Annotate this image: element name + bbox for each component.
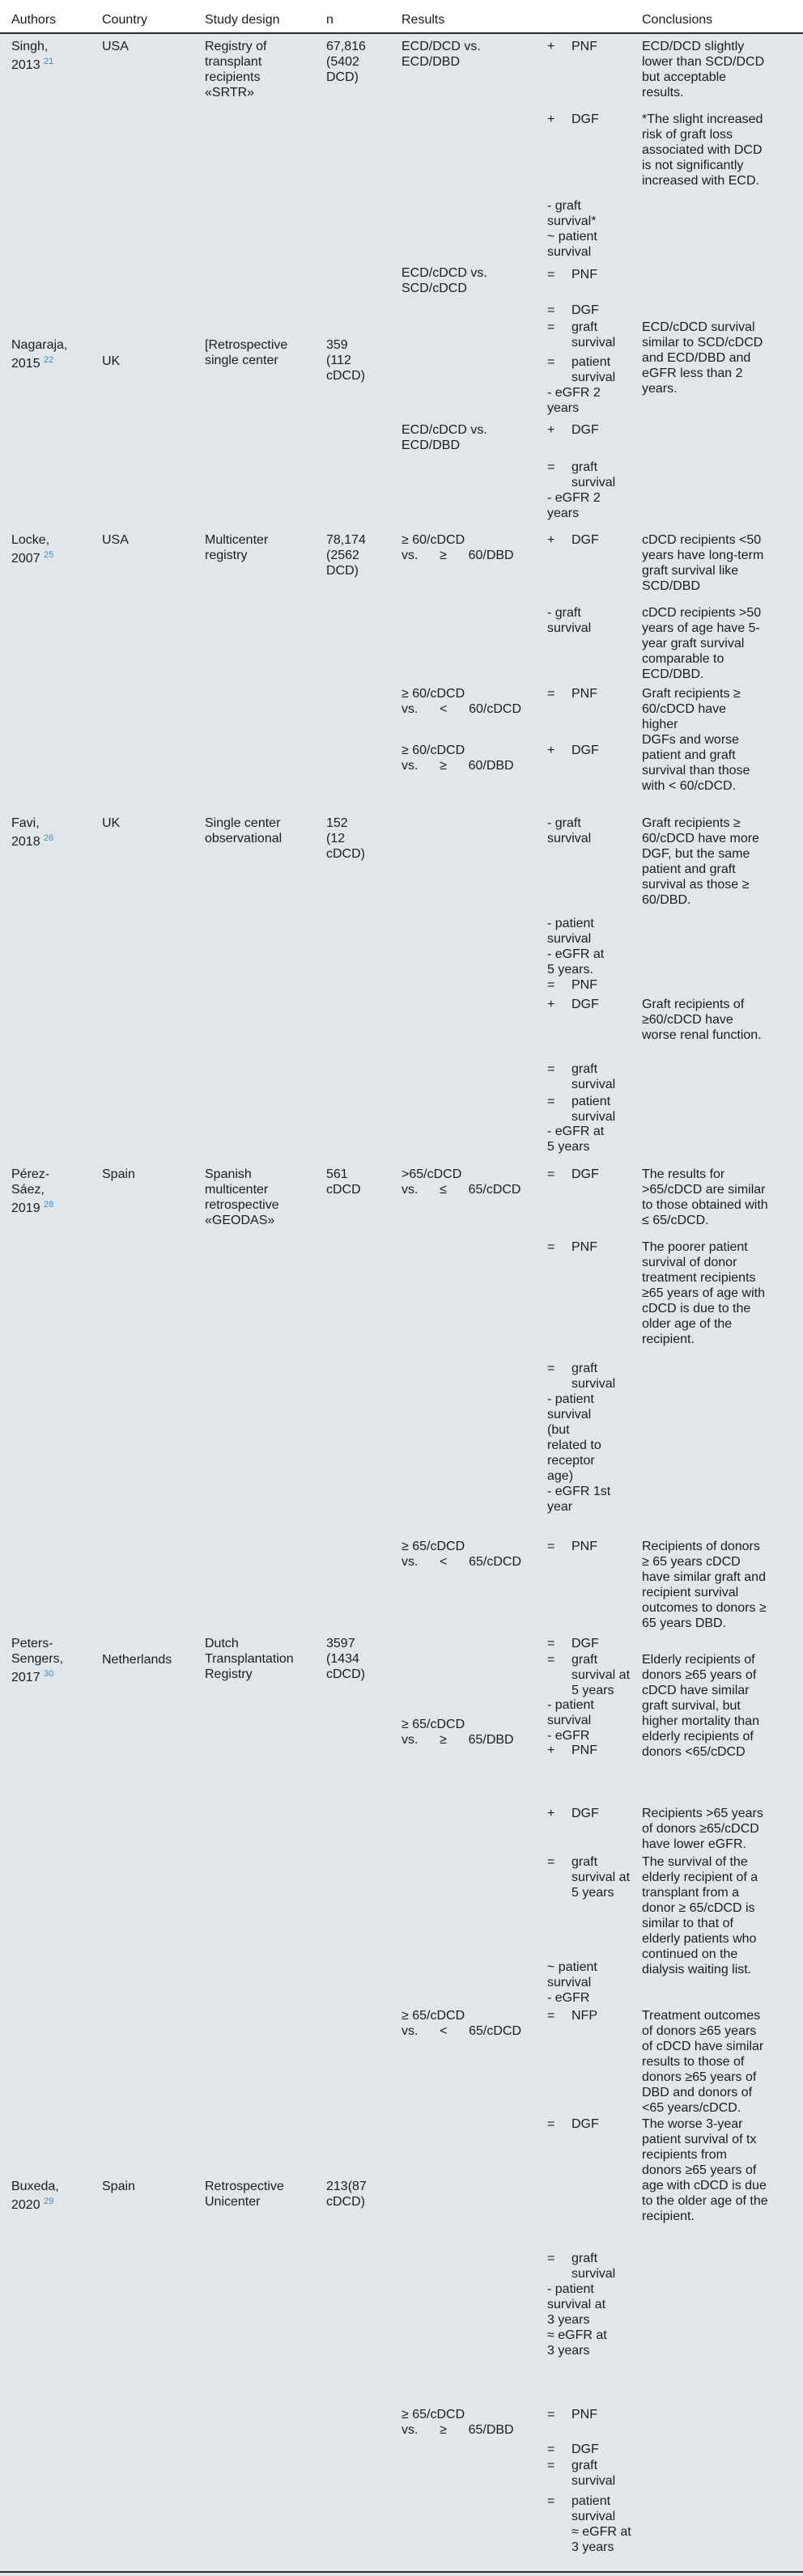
- result-text: DGF: [571, 112, 599, 126]
- result-text: DGF: [571, 1637, 599, 1650]
- sample-size: 213(87 cDCD): [326, 2180, 367, 2209]
- result-mark: =: [547, 2459, 555, 2472]
- author-name: Locke, 2007 $^{25}$: [11, 533, 54, 566]
- result-text: patient survival: [571, 355, 616, 384]
- header-authors: Authors: [11, 13, 57, 27]
- result-text: - patient survival at 3 years ≈ eGFR at 3 years: [547, 2282, 607, 2358]
- sample-size: 3597 (1434 cDCD): [326, 1637, 365, 1681]
- table-header: [0, 0, 803, 34]
- comparison: ≥ 65/cDCD vs. < 65/cDCD: [402, 2009, 522, 2038]
- comparison: ECD/cDCD vs. SCD/cDCD: [402, 266, 487, 295]
- study-design: Single center observational: [205, 816, 283, 845]
- result-text: graft survival: [571, 2459, 616, 2488]
- result-mark: =: [547, 460, 555, 474]
- result-mark: +: [547, 423, 555, 437]
- header-results: Results: [402, 13, 445, 27]
- result-mark: +: [547, 533, 555, 547]
- conclusion-text: ECD/DCD slightly lower than SCD/DCD but acceptable results.: [642, 40, 765, 100]
- study-design: Multicenter registry: [205, 533, 269, 562]
- conclusion-text: Graft recipients of ≥60/cDCD have worse renal function.: [642, 998, 762, 1042]
- country: UK: [102, 816, 121, 830]
- result-mark: =: [547, 1062, 555, 1076]
- comparison: ECD/DCD vs. ECD/DBD: [402, 40, 481, 69]
- result-mark: +: [547, 744, 555, 757]
- author-name: Favi, 2018 $^{26}$: [11, 816, 54, 849]
- result-mark: =: [547, 2252, 555, 2265]
- header-n: n: [326, 13, 334, 27]
- conclusion-text: cDCD recipients <50 years have long-term graft survival like SCD/DBD: [642, 533, 764, 593]
- conclusion-text: *The slight increased risk of graft loss associated with DCD is not significantly increased with ECD.: [642, 112, 763, 188]
- comparison: ≥ 60/cDCD vs. ≥ 60/DBD: [402, 744, 514, 773]
- comparison: ≥ 60/cDCD vs. ≥ 60/DBD: [402, 533, 514, 562]
- result-text: - eGFR 2 years: [547, 386, 601, 415]
- comparison: ≥ 65/cDCD vs. < 65/cDCD: [402, 1540, 522, 1569]
- result-text: - eGFR at 5 years: [547, 1125, 605, 1154]
- result-text: - graft survival: [547, 816, 592, 845]
- result-text: PNF: [571, 40, 597, 53]
- result-mark: =: [547, 303, 555, 317]
- result-mark: =: [547, 355, 555, 369]
- result-text: PNF: [571, 978, 597, 992]
- author-name: Peters- Sengers, 2017 $^{30}$: [11, 1637, 64, 1684]
- header-conclusions: Conclusions: [642, 13, 713, 27]
- result-mark: +: [547, 40, 555, 53]
- result-text: DGF: [571, 303, 599, 317]
- result-text: DGF: [571, 744, 599, 757]
- study-design: Spanish multicenter retrospective «GEODAS»: [205, 1167, 279, 1227]
- result-mark: =: [547, 2443, 555, 2456]
- comparison: ≥ 60/cDCD vs. < 60/cDCD: [402, 687, 522, 716]
- result-text: PNF: [571, 2408, 597, 2421]
- conclusion-text: Treatment outcomes of donors ≥65 years of cDCD have similar results to those of donors ≥65 years of DBD and donors of <65 years/cDCD.: [642, 2009, 764, 2115]
- result-mark: =: [547, 1362, 555, 1375]
- conclusion-text: The results for >65/cDCD are similar to those obtained with ≤ 65/cDCD.: [642, 1167, 768, 1227]
- country: Spain: [102, 1167, 135, 1181]
- result-text: - patient survival (but related to receptor age) - eGFR 1st year: [547, 1392, 611, 1514]
- conclusion-text: Elderly recipients of donors ≥65 years of cDCD have similar graft survival, but higher mortality than elderly recipients of donors <65/cDCD: [642, 1653, 759, 1759]
- result-text: graft survival: [571, 320, 616, 350]
- result-mark: =: [547, 1637, 555, 1650]
- conclusion-text: The poorer patient survival of donor treatment recipients ≥65 years of age with cDCD is due to the older age of the recipient.: [642, 1240, 765, 1346]
- result-text: - eGFR 2 years: [547, 491, 601, 520]
- result-text: DGF: [571, 423, 599, 437]
- result-text: graft survival at 5 years: [571, 1855, 631, 1900]
- country: UK: [102, 354, 121, 368]
- comparison: >65/cDCD vs. ≤ 65/cDCD: [402, 1167, 521, 1197]
- result-mark: +: [547, 998, 555, 1011]
- result-mark: =: [547, 2494, 555, 2508]
- result-text: PNF: [571, 1540, 597, 1553]
- result-text: PNF: [571, 687, 597, 701]
- result-mark: =: [547, 2408, 555, 2421]
- country: Netherlands: [102, 1653, 172, 1667]
- conclusion-text: The survival of the elderly recipient of a transplant from a donor ≥ 65/cDCD is similar to that of elderly patients who continued on the dialysis waiting list.: [642, 1855, 758, 1976]
- result-text: PNF: [571, 1240, 597, 1254]
- result-mark: =: [547, 1855, 555, 1869]
- result-text: graft survival: [571, 460, 616, 489]
- result-text: patient survival: [571, 1095, 616, 1124]
- country: USA: [102, 533, 129, 547]
- sample-size: 67,816 (5402 DCD): [326, 40, 366, 84]
- result-mark: =: [547, 2009, 555, 2023]
- result-text: - patient survival - eGFR at 5 years.: [547, 917, 605, 977]
- header-country: Country: [102, 13, 148, 27]
- author-name: Pérez- Sáez, 2019 $^{28}$: [11, 1167, 54, 1215]
- result-text: PNF: [571, 1743, 597, 1757]
- result-text: - patient survival - eGFR: [547, 1698, 594, 1743]
- result-text: DGF: [571, 1807, 599, 1820]
- sample-size: 152 (12 cDCD): [326, 816, 365, 861]
- sample-size: 561 cDCD: [326, 1167, 361, 1197]
- result-text: NFP: [571, 2009, 597, 2023]
- comparison: ≥ 65/cDCD vs. ≥ 65/DBD: [402, 2408, 514, 2437]
- result-text: DGF: [571, 998, 599, 1011]
- result-text: DGF: [571, 2117, 599, 2131]
- result-mark: =: [547, 2117, 555, 2131]
- conclusion-text: Recipients of donors ≥ 65 years cDCD have similar graft and recipient survival outcomes to donors ≥ 65 years DBD.: [642, 1540, 767, 1630]
- result-mark: +: [547, 112, 555, 126]
- conclusion-text: ECD/cDCD survival similar to SCD/cDCD and ECD/DBD and eGFR less than 2 years.: [642, 320, 763, 396]
- author-name: Buxeda, 2020 $^{29}$: [11, 2180, 59, 2212]
- result-mark: =: [547, 1240, 555, 1254]
- author-name: Nagaraja, 2015 $^{22}$: [11, 338, 68, 371]
- study-design: [Retrospective single center: [205, 338, 288, 367]
- result-mark: =: [547, 687, 555, 701]
- result-text: ~ patient survival - eGFR: [547, 1960, 597, 2005]
- result-text: - graft survival: [547, 606, 592, 635]
- author-name: Singh, 2013 $^{21}$: [11, 40, 54, 72]
- result-text: graft survival: [571, 1062, 616, 1091]
- sample-size: 359 (112 cDCD): [326, 338, 365, 383]
- result-text: graft survival: [571, 2252, 616, 2281]
- result-mark: =: [547, 1653, 555, 1667]
- result-mark: =: [547, 320, 555, 334]
- result-text: DGF: [571, 533, 599, 547]
- result-text: DGF: [571, 2443, 599, 2456]
- conclusion-text: Recipients >65 years of donors ≥65/cDCD have lower eGFR.: [642, 1807, 763, 1851]
- country: Spain: [102, 2180, 135, 2193]
- result-text: PNF: [571, 268, 597, 282]
- header-study-design: Study design: [205, 13, 280, 27]
- result-mark: =: [547, 1095, 555, 1108]
- result-mark: =: [547, 268, 555, 282]
- conclusion-text: cDCD recipients >50 years of age have 5- year graft survival comparable to ECD/DBD.: [642, 606, 762, 681]
- table-bottom-rule: [0, 2571, 803, 2573]
- result-text: graft survival: [571, 1362, 616, 1391]
- result-mark: =: [547, 1167, 555, 1181]
- result-text: DGF: [571, 1167, 599, 1181]
- conclusion-text: Graft recipients ≥ 60/cDCD have higher DGFs and worse patient and graft survival than those with < 60/cDCD.: [642, 687, 750, 793]
- study-design: Retrospective Unicenter: [205, 2180, 284, 2209]
- result-mark: =: [547, 1540, 555, 1553]
- conclusion-text: The worse 3-year patient survival of tx recipients from donors ≥65 years of age with cDCD is due to the older age of the recipient.: [642, 2117, 768, 2223]
- result-mark: +: [547, 1807, 555, 1820]
- result-mark: =: [547, 978, 555, 992]
- result-text: - graft survival* ~ patient survival: [547, 199, 597, 259]
- comparison: ECD/cDCD vs. ECD/DBD: [402, 423, 487, 452]
- country: USA: [102, 40, 129, 53]
- result-text: patient survival ≈ eGFR at 3 years: [571, 2494, 631, 2554]
- result-text: graft survival at 5 years: [571, 1653, 631, 1697]
- study-design: Registry of transplant recipients «SRTR»: [205, 40, 267, 100]
- study-design: Dutch Transplantation Registry: [205, 1637, 294, 1681]
- comparison: ≥ 65/cDCD vs. ≥ 65/DBD: [402, 1718, 514, 1747]
- conclusion-text: Graft recipients ≥ 60/cDCD have more DGF, but the same patient and graft survival as those ≥ 60/DBD.: [642, 816, 759, 907]
- sample-size: 78,174 (2562 DCD): [326, 533, 366, 578]
- result-mark: +: [547, 1743, 555, 1757]
